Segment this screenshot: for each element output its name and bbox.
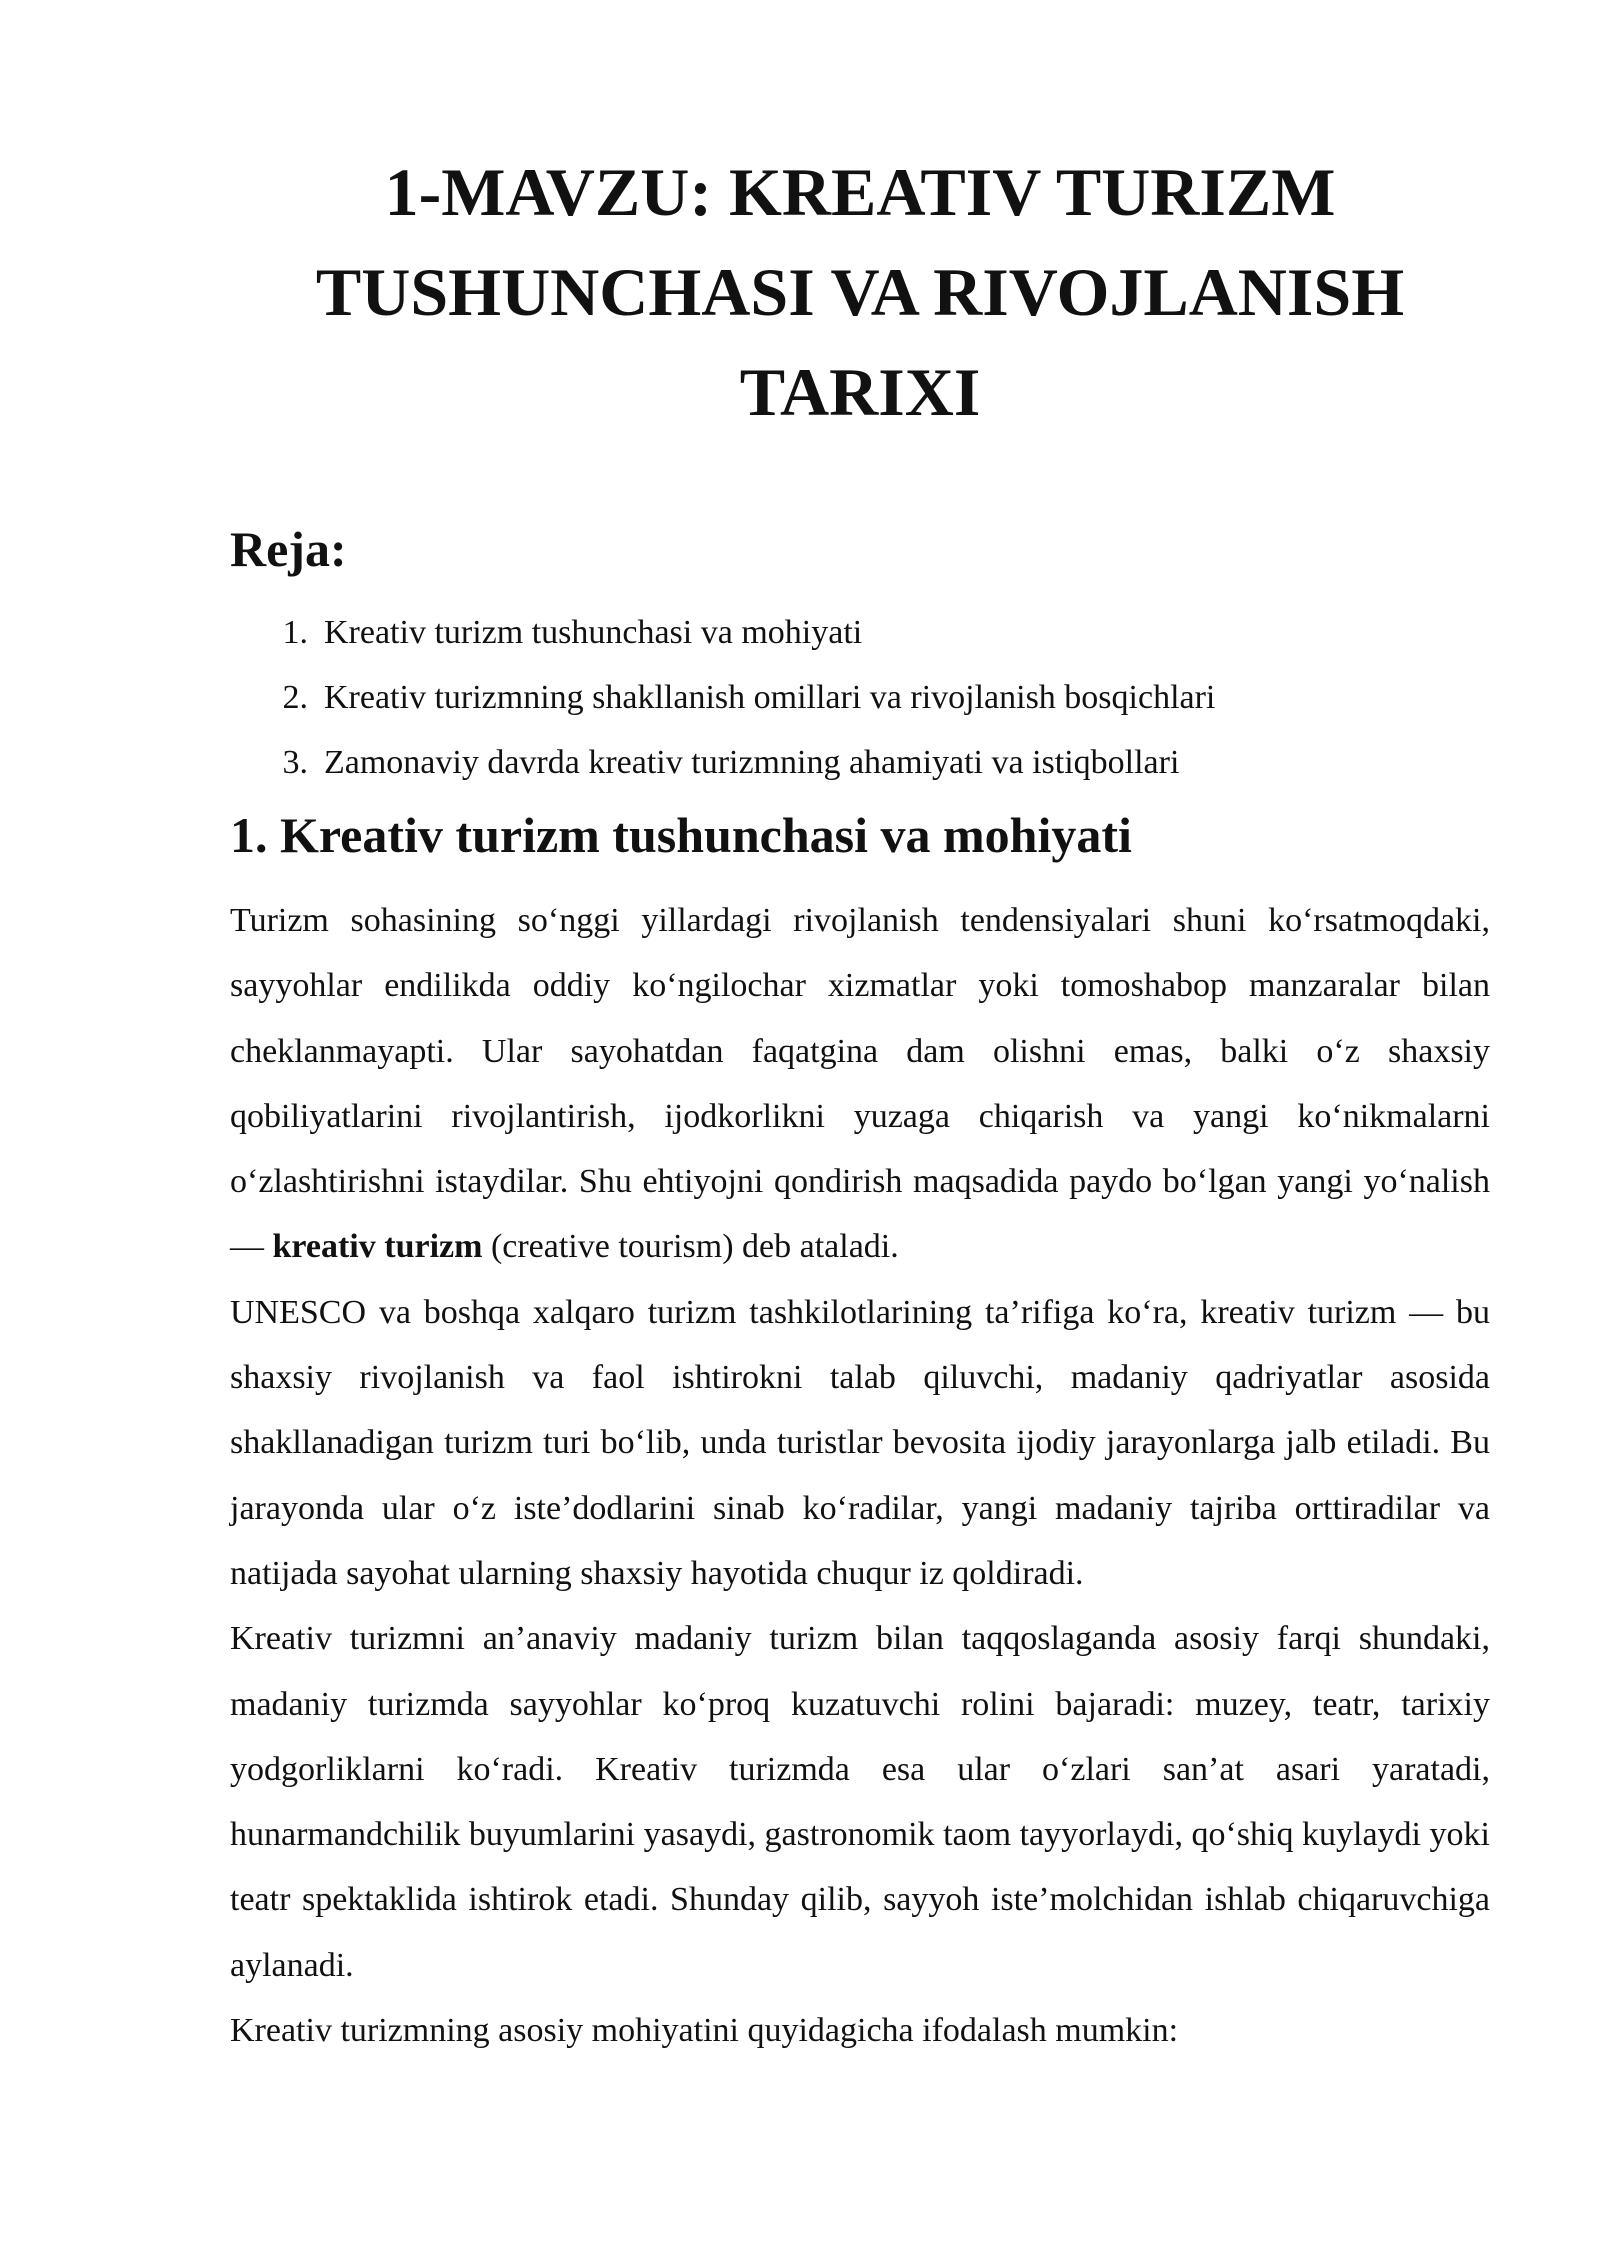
plan-item-text: Kreativ turizmning shakllanish omillari va rivojlanish bosqichlari [324, 679, 1216, 716]
plan-item-number: 3. [282, 744, 308, 781]
paragraph [230, 888, 1490, 1280]
plan-item-text: Zamonaviy davrda kreativ turizmning ahamiyati va istiqbollari [324, 744, 1180, 781]
title-line: TARIXI [739, 354, 981, 430]
section-heading: 1. Kreativ turizm tushunchasi va mohiyati [230, 807, 1132, 863]
title-line: 1-MAVZU: KREATIV TURIZM [384, 154, 1336, 230]
bold-term: kreativ turizm [272, 1228, 483, 1266]
plan-item [230, 730, 1490, 795]
paragraph: Kreativ turizmning asosiy mohiyatini quyidagicha ifodalash mumkin: [230, 2012, 1179, 2050]
plan-item-number: 1. [282, 614, 308, 651]
document-title [160, 142, 1560, 442]
paragraph-text: Turizm sohasining so‘nggi yillardagi rivojlanish tendensiyalari shuni ko‘rsatmoqdaki, sayyohlar endilikda oddiy ko‘ngilochar xizmatlar yoki tomoshabop manzaralar bilan cheklanmayapti. Ular sayohatdan faqatgina dam olishni emas, balki o‘z shaxsiy qobiliyatlarini rivojlantirish, ijodkorlikni yuzaga chiqarish va yangi ko‘nikmalarni o‘zlashtirishni istaydilar. Shu ehtiyojni qondirish maqsadida paydo bo‘lgan yangi yo‘nalish — [230, 902, 1490, 1266]
paragraph: UNESCO va boshqa xalqaro turizm tashkilotlarining ta’rifiga ko‘ra, kreativ turizm — bu shaxsiy rivojlanish va faol ishtirokni talab qiluvchi, madaniy qadriyatlar asosida shakllanadigan turizm turi bo‘lib, unda turistlar bevosita ijodiy jarayonlarga jalb etiladi. Bu jarayonda ular o‘z iste’dodlarini sinab ko‘radilar, yangi madaniy tajriba orttiradilar va natijada sayohat ularning shaxsiy hayotida chuqur iz qoldiradi. [230, 1293, 1490, 1592]
paragraph-text: (creative tourism) deb ataladi. [482, 1228, 899, 1266]
plan-item [230, 665, 1490, 730]
plan-item-text: Kreativ turizm tushunchasi va mohiyati [324, 614, 863, 651]
title-line: TUSHUNCHASI VA RIVOJLANISH [315, 254, 1405, 330]
plan-heading: Reja: [230, 521, 347, 577]
plan-item-number: 2. [282, 679, 308, 716]
section-body [230, 888, 1490, 2063]
paragraph: Kreativ turizmni an’anaviy madaniy turizm bilan taqqoslaganda asosiy farqi shundaki, madaniy turizmda sayyohlar ko‘proq kuzatuvchi rolini bajaradi: muzey, teatr, tarixiy yodgorliklarni ko‘radi. Kreativ turizmda esa ular o‘zlari san’at asari yaratadi, hunarmandchilik buyumlarini yasaydi, gastronomik taom tayyorlaydi, qo‘shiq kuylaydi yoki teatr spektaklida ishtirok etadi. Shunday qilib, sayyoh iste’molchidan ishlab chiqaruvchiga aylanadi. [230, 1620, 1490, 1984]
plan-item [230, 600, 1490, 665]
plan-list [230, 600, 1490, 795]
